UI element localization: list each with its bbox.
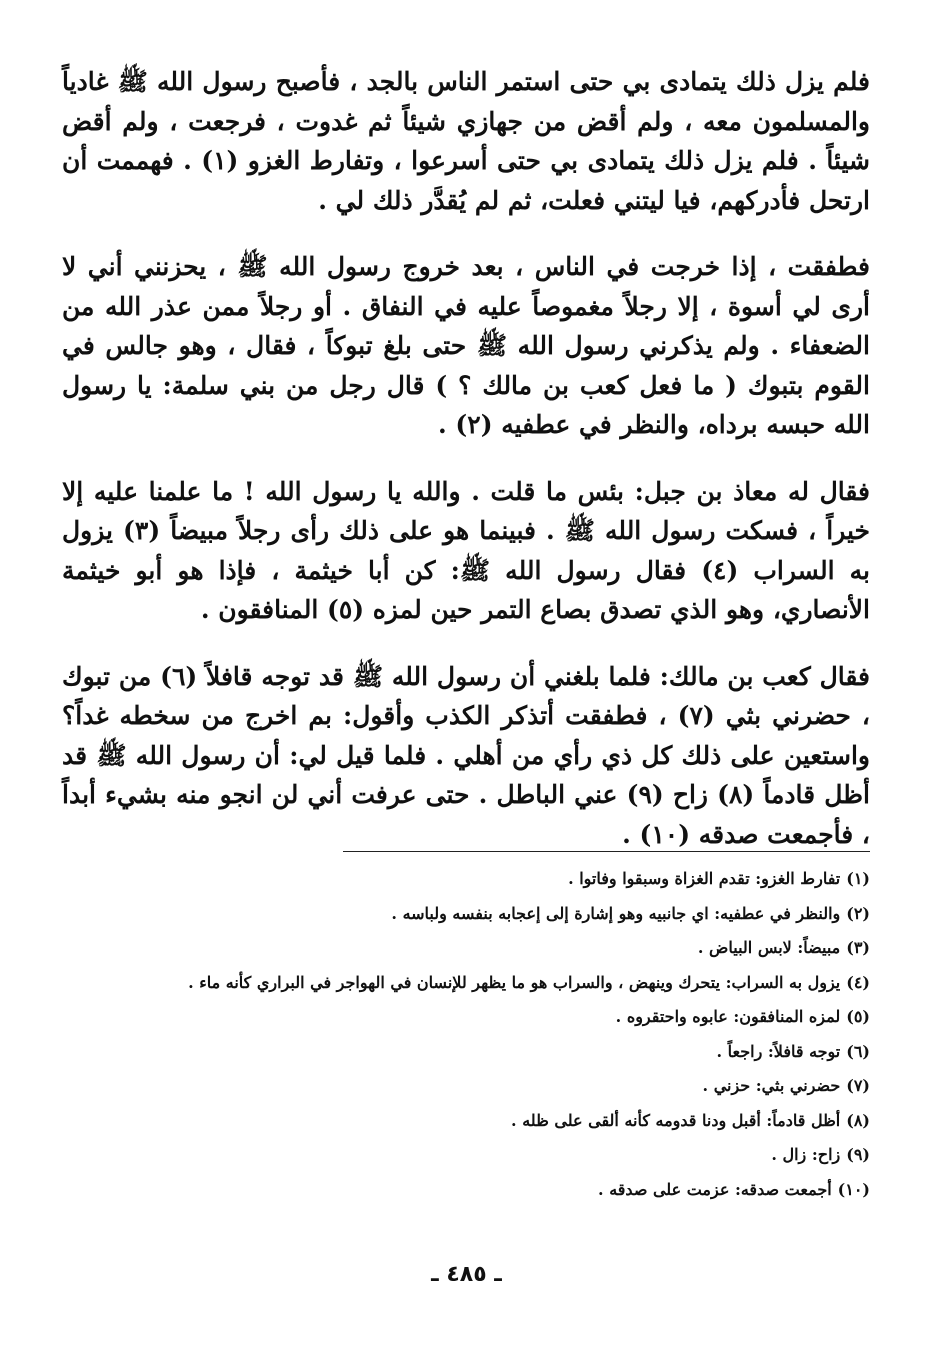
footnote-9 — [62, 1138, 870, 1173]
footnote-1 — [62, 862, 870, 897]
footnote-number: (٧) — [846, 1076, 870, 1095]
paragraph-2 — [62, 247, 870, 445]
footnote-number: (١٠) — [837, 1179, 870, 1199]
footnote-7 — [62, 1069, 870, 1104]
footnote-number: (٥) — [846, 1007, 870, 1026]
footnote-text: يزول به السراب: يتحرك وينهض ، والسراب هو ما يظهر للإنسان في الهواجر في البراري كأنه ماء . — [188, 972, 841, 992]
footnote-text: أظل قادماً: أقبل ودنا قدومه كأنه ألقى على ظله . — [511, 1110, 841, 1130]
footnote-text: مبيضاً: لابس البياض . — [697, 938, 841, 957]
footnote-5 — [62, 1000, 870, 1035]
paragraph-1 — [62, 62, 870, 220]
paragraph-text: فقال كعب بن مالك: فلما بلغني أن رسول الله ﷺ قد توجه قافلاً (٦) من تبوك ، حضرني بثي (٧) ، فطفقت أتذكر الكذب وأقول: بم اخرج من سخطه غداً؟ واستعين على ذلك كل ذي رأي من أهلي . فلما قيل لي: أن رسول الله ﷺ قد أظل قادماً (٨) زاح (٩) عني الباطل . حتى عرفت أني لن انجو منه بشيء أبداً ، فأجمعت صدقه (١٠) . — [62, 661, 870, 849]
footnote-divider — [343, 851, 870, 852]
main-text — [62, 62, 870, 881]
footnote-4 — [62, 966, 870, 1001]
paragraph-3 — [62, 472, 870, 630]
paragraph-text: فقال له معاذ بن جبل: بئس ما قلت . والله يا رسول الله ! ما علمنا عليه إلا خيراً ، فسكت رسول الله ﷺ . فبينما هو على ذلك رأى رجلاً مبيضاً (٣) يزول به السراب (٤) فقال رسول الله ﷺ: كن أبا خيثمة ، فإذا هو أبو خيثمة الأنصاري، وهو الذي تصدق بصاع التمر حين لمزه (٥) المنافقون . — [62, 476, 870, 624]
footnote-number: (٦) — [846, 1041, 870, 1061]
footnote-6 — [62, 1035, 870, 1070]
paragraph-4 — [62, 657, 870, 855]
footnotes — [62, 862, 870, 1207]
footnote-number: (٣) — [846, 938, 870, 957]
paragraph-text: فطفقت ، إذا خرجت في الناس ، بعد خروج رسول الله ﷺ ، يحزنني أني لا أرى لي أسوة ، إلا رجلاً مغموصاً عليه في النفاق . أو رجلاً ممن عذر الله من الضعفاء . ولم يذكرني رسول الله ﷺ حتى بلغ تبوكاً ، فقال ، وهو جالس في القوم بتبوك ( ما فعل كعب بن مالك ؟ ) قال رجل من بني سلمة: يا رسول الله حبسه برداه، والنظر في عطفيه (٢) . — [62, 252, 870, 439]
footnote-number: (٩) — [846, 1145, 870, 1164]
paragraph-text: فلم يزل ذلك يتمادى بي حتى استمر الناس بالجد ، فأصبح رسول الله ﷺ غادياً والمسلمون معه ، ولم أقض من جهازي شيئاً ثم غدوت ، فرجعت ، ولم أقض شيئاً . فلم يزل ذلك يتمادى بي حتى أسرعوا ، وتفارط الغزو (١) . فهممت أن ارتحل فأدركهم، فيا ليتني فعلت، ثم لم يُقدَّر ذلك لي . — [62, 67, 870, 215]
footnote-text: حضرني بثي: حزني . — [702, 1076, 841, 1095]
footnote-3 — [62, 931, 870, 966]
page-number: ـ ٤٨٥ ـ — [431, 1262, 502, 1287]
footnote-text: لمزه المنافقون: عابوه واحتقروه . — [615, 1007, 841, 1026]
footnote-10 — [62, 1173, 870, 1208]
footnote-text: تفارط الغزو: تقدم الغزاة وسبقوا وفاتوا . — [568, 869, 841, 888]
footnote-text: والنظر في عطفيه: اي جانبيه وهو إشارة إلى إعجابه بنفسه ولباسه . — [391, 903, 841, 923]
footnote-8 — [62, 1104, 870, 1139]
footnote-number: (٨) — [846, 1110, 870, 1130]
footnote-2 — [62, 897, 870, 932]
footnote-text: توجه قافلاً: راجعاً . — [716, 1041, 841, 1061]
footnote-text: أجمعت صدقه: عزمت على صدقه . — [598, 1179, 832, 1199]
footnote-number: (٤) — [846, 972, 870, 992]
footnote-number: (٢) — [846, 903, 870, 923]
footnote-number: (١) — [846, 869, 870, 888]
footnote-text: زاح: زال . — [771, 1145, 841, 1164]
